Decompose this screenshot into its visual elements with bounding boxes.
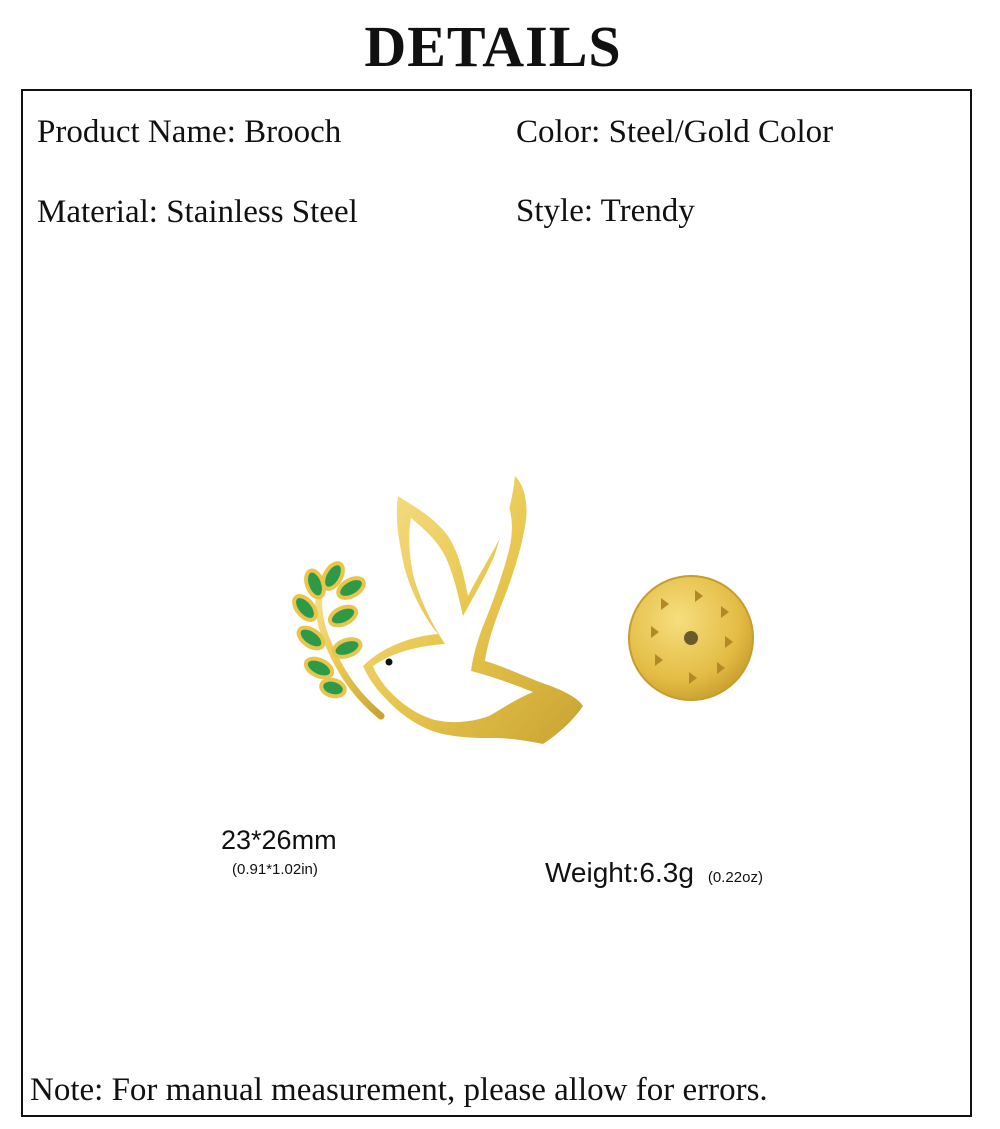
weight-info (545, 856, 763, 895)
dove-eye (386, 659, 393, 666)
spec-color-value: Steel/Gold Color (608, 114, 834, 150)
spec-style (516, 191, 695, 231)
spec-color-label: Color : (516, 114, 609, 150)
spec-style-value: Trendy (600, 193, 695, 229)
spec-material (37, 192, 358, 232)
spec-material-value: Stainless Steel (166, 194, 358, 230)
size-imperial: (0.91*1.02in) (232, 861, 318, 878)
weight-metric: Weight:6.3g (545, 857, 694, 888)
pin-back-clutch-icon (629, 576, 753, 700)
spec-product-name (37, 112, 341, 152)
measurement-note: Note: For manual measurement, please allow for errors. (30, 1072, 768, 1108)
spec-product-name-value: Brooch (244, 114, 342, 150)
olive-branch-icon (290, 560, 381, 716)
spec-color (516, 112, 833, 152)
page-title: DETAILS (364, 14, 622, 79)
weight-imperial: (0.22oz) (707, 869, 763, 886)
details-frame (21, 89, 972, 1117)
size-metric: 23*26mm (221, 825, 337, 855)
product-image (263, 476, 763, 776)
spec-product-name-label: Product Name : (37, 114, 244, 150)
dove-brooch-icon (363, 476, 583, 744)
spec-material-label: Material : (37, 194, 166, 230)
spec-style-label: Style : (516, 193, 601, 229)
